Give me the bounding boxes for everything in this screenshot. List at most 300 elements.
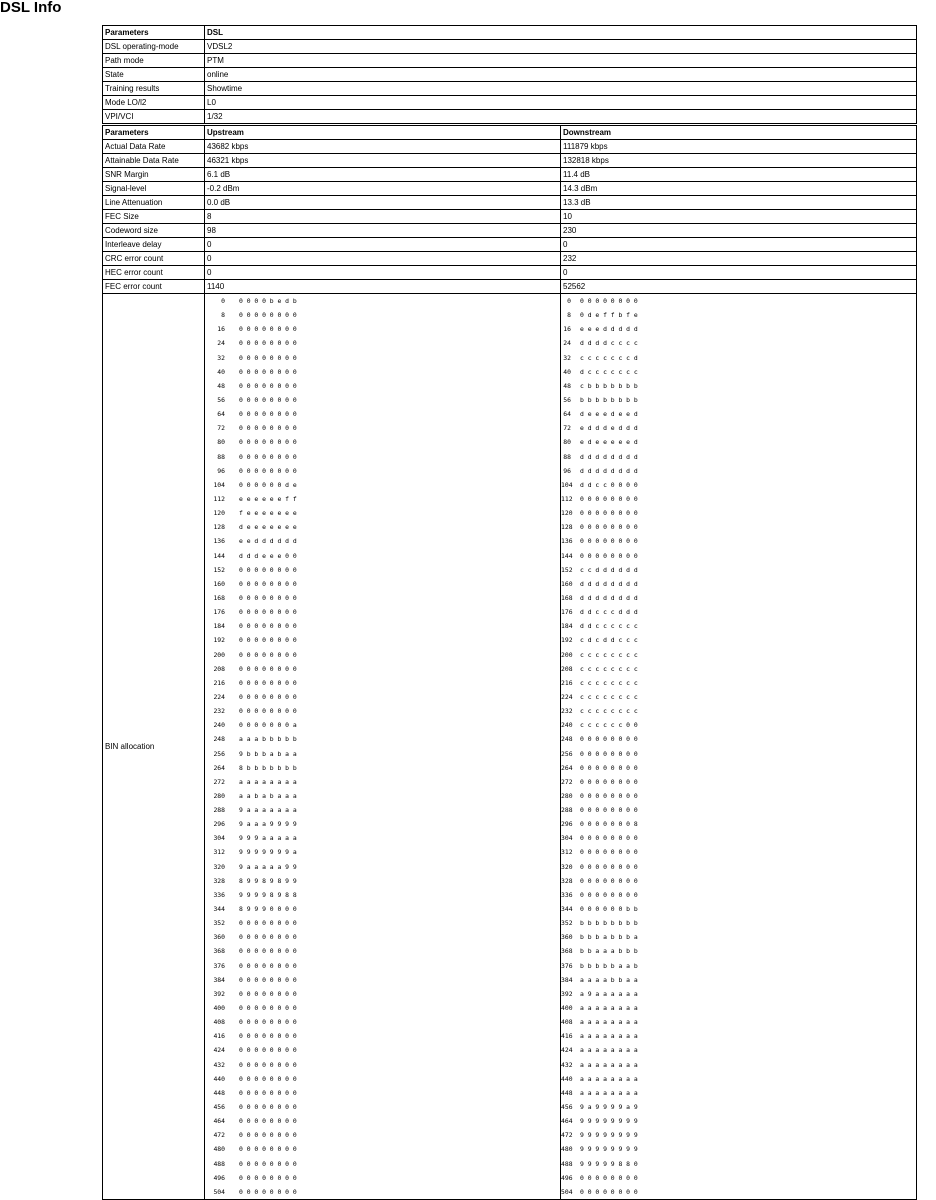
bin-values: c c c c c c c d (580, 353, 638, 362)
bin-values: a a a a a a a a (580, 1088, 638, 1097)
bin-values: 0 0 0 0 0 0 0 0 (580, 806, 638, 815)
table-row (103, 266, 917, 280)
bin-values: 9 9 9 9 9 9 9 9 (580, 1131, 638, 1140)
bin-line (561, 1015, 916, 1029)
upstream-value: 0 (205, 252, 561, 266)
bin-values: 0 0 0 0 0 0 0 0 (239, 678, 297, 687)
table-row (103, 168, 917, 182)
bin-line (561, 1171, 916, 1185)
bin-values: 0 0 0 0 0 0 0 0 (239, 1159, 297, 1168)
bin-index: 408 (561, 1018, 573, 1027)
bin-values: 9 a 9 9 9 9 a 9 (580, 1103, 638, 1112)
bin-line (561, 393, 916, 407)
bin-line (561, 1072, 916, 1086)
bin-values: d d d d d d d d (580, 452, 638, 461)
bin-index: 480 (213, 1145, 225, 1154)
bin-index: 440 (561, 1074, 573, 1083)
bin-line (561, 478, 916, 492)
bin-line (205, 492, 560, 506)
bin-index: 304 (213, 834, 225, 843)
dsl-stats-table (102, 125, 917, 1200)
bin-index: 160 (561, 579, 573, 588)
bin-index: 248 (561, 735, 573, 744)
bin-values: 9 9 9 a a a a a (239, 834, 297, 843)
bin-index: 392 (561, 989, 573, 998)
bin-values: 0 0 0 0 0 0 0 0 (239, 1117, 297, 1126)
bin-index: 224 (561, 692, 573, 701)
bin-index: 432 (561, 1060, 573, 1069)
bin-values: a a a a b b a a (580, 975, 638, 984)
bin-values: 0 0 0 0 0 0 0 0 (239, 565, 297, 574)
bin-index: 24 (217, 339, 225, 348)
param-name: Mode LO/l2 (103, 96, 205, 110)
bin-line (561, 732, 916, 746)
param-value: VDSL2 (205, 40, 917, 54)
table-header-row (103, 26, 917, 40)
bin-line (205, 789, 560, 803)
bin-line (561, 789, 916, 803)
bin-values: 0 0 0 0 0 0 0 0 (239, 424, 297, 433)
bin-index: 368 (213, 947, 225, 956)
bin-values: d e e e d e e d (580, 410, 638, 419)
bin-line (205, 365, 560, 379)
bin-line (561, 605, 916, 619)
bin-line (205, 761, 560, 775)
bin-line (561, 492, 916, 506)
bin-values: d d d d d d d d (580, 593, 638, 602)
bin-values: b b b b b b b b (580, 919, 638, 928)
bin-line (561, 973, 916, 987)
bin-index: 376 (213, 961, 225, 970)
bin-index: 400 (213, 1004, 225, 1013)
bin-values: 0 0 0 0 0 0 0 0 (580, 297, 638, 305)
upstream-value: 46321 kbps (205, 154, 561, 168)
bin-values: 0 0 0 0 0 0 0 0 (239, 1187, 297, 1196)
bin-line (205, 351, 560, 365)
header-dsl: DSL (205, 26, 917, 40)
bin-values: a a b a b a a a (239, 791, 297, 800)
bin-line (561, 930, 916, 944)
bin-index: 488 (561, 1159, 573, 1168)
bin-line (205, 747, 560, 761)
bin-index: 336 (561, 890, 573, 899)
bin-line (561, 662, 916, 676)
bin-line (561, 944, 916, 958)
bin-index: 472 (561, 1131, 573, 1140)
bin-index: 456 (561, 1103, 573, 1112)
bin-line (561, 435, 916, 449)
bin-values: 9 9 9 9 9 9 9 9 (580, 1145, 638, 1154)
bin-values: f e e e e e e e (239, 509, 297, 518)
bin-line (205, 478, 560, 492)
bin-line (561, 803, 916, 817)
param-value: 1/32 (205, 110, 917, 124)
bin-line (205, 1128, 560, 1142)
bin-index: 0 (567, 297, 571, 305)
bin-values: c c c c c c 0 0 (580, 721, 638, 730)
bin-values: a a a a a a a a (580, 1004, 638, 1013)
bin-line (205, 1100, 560, 1114)
bin-line (561, 959, 916, 973)
bin-values: 0 0 0 0 0 0 0 8 (580, 820, 638, 829)
bin-index: 152 (213, 565, 225, 574)
bin-index: 136 (213, 537, 225, 546)
downstream-value: 52562 (561, 280, 917, 294)
bin-values: 0 0 0 0 0 0 0 0 (580, 537, 638, 546)
bin-line (205, 676, 560, 690)
table-header-row (103, 126, 917, 140)
bin-values: d d c c c c c c (580, 622, 638, 631)
bin-values: a a a a a a a a (580, 1046, 638, 1055)
bin-line (205, 506, 560, 520)
bin-values: 0 0 0 0 0 0 0 0 (580, 1187, 638, 1196)
bin-index: 168 (561, 593, 573, 602)
bin-line (561, 775, 916, 789)
bin-index: 360 (561, 933, 573, 942)
param-value: online (205, 68, 917, 82)
bin-values: 0 0 0 0 0 0 0 0 (239, 622, 297, 631)
bin-line (561, 1029, 916, 1043)
bin-index: 24 (563, 339, 571, 348)
table-row (103, 182, 917, 196)
bin-index: 280 (213, 791, 225, 800)
bin-line (205, 1015, 560, 1029)
bin-values: 0 0 0 0 0 0 0 0 (580, 862, 638, 871)
downstream-value: 11.4 dB (561, 168, 917, 182)
bin-line (561, 888, 916, 902)
bin-line (205, 549, 560, 563)
bin-index: 320 (561, 862, 573, 871)
bin-values: 0 0 0 0 0 0 0 0 (239, 1131, 297, 1140)
bin-values: 0 0 0 0 0 0 0 0 (239, 1018, 297, 1027)
bin-index: 208 (213, 664, 225, 673)
bin-values: 0 0 0 0 0 0 0 0 (239, 975, 297, 984)
bin-line (561, 690, 916, 704)
bin-index: 504 (561, 1187, 573, 1196)
bin-line (561, 1058, 916, 1072)
bin-line (205, 888, 560, 902)
bin-line (205, 959, 560, 973)
bin-index: 64 (563, 410, 571, 419)
bin-line (561, 831, 916, 845)
bin-values: 0 0 0 0 0 0 0 0 (239, 1088, 297, 1097)
bin-values: c c c c c c c c (580, 664, 638, 673)
bin-index: 464 (561, 1117, 573, 1126)
upstream-value: 1140 (205, 280, 561, 294)
bin-index: 240 (213, 721, 225, 730)
bin-values: d d d e e e 0 0 (239, 551, 297, 560)
bin-line (205, 1157, 560, 1171)
bin-index: 288 (213, 806, 225, 815)
bin-values: 9 9 9 9 9 9 9 a (239, 848, 297, 857)
param-name: FEC error count (103, 280, 205, 294)
bin-index: 0 (221, 297, 225, 305)
bin-values: 0 0 0 0 0 0 0 0 (239, 989, 297, 998)
bin-line (205, 973, 560, 987)
bin-line (561, 761, 916, 775)
bin-index: 344 (561, 905, 573, 914)
bin-line (561, 1001, 916, 1015)
bin-values: c c c c c c c c (580, 707, 638, 716)
bin-values: 0 0 0 0 0 0 0 0 (239, 650, 297, 659)
bin-values: 9 a a a a a 9 9 (239, 862, 297, 871)
bin-line (561, 817, 916, 831)
bin-index: 72 (217, 424, 225, 433)
bin-values: 0 0 0 0 0 0 0 0 (580, 494, 638, 503)
bin-index: 8 (567, 311, 571, 320)
bin-line (205, 619, 560, 633)
bin-index: 216 (561, 678, 573, 687)
bin-index: 432 (213, 1060, 225, 1069)
bin-values: 0 0 0 0 0 0 0 0 (239, 947, 297, 956)
bin-index: 152 (561, 565, 573, 574)
bin-line (205, 577, 560, 591)
bin-index: 232 (213, 707, 225, 716)
bin-values: c c c c c c c c (580, 650, 638, 659)
bin-values: a a a a a a a a (580, 1074, 638, 1083)
bin-index: 40 (217, 367, 225, 376)
bin-line (205, 308, 560, 322)
bin-values: d d d d c c c c (580, 339, 638, 348)
bin-line (561, 1185, 916, 1199)
bin-line (205, 775, 560, 789)
bin-index: 64 (217, 410, 225, 419)
dsl-info-table (102, 25, 917, 124)
bin-index: 96 (563, 466, 571, 475)
bin-values: 0 0 0 0 0 0 0 0 (239, 919, 297, 928)
bin-values: 0 0 0 0 0 0 0 0 (239, 339, 297, 348)
downstream-value: 0 (561, 266, 917, 280)
header-parameters: Parameters (103, 126, 205, 140)
downstream-value: 13.3 dB (561, 196, 917, 210)
bin-values: d d d d d d d d (580, 466, 638, 475)
bin-index: 312 (213, 848, 225, 857)
bin-index: 424 (213, 1046, 225, 1055)
param-name: HEC error count (103, 266, 205, 280)
bin-line (205, 1142, 560, 1156)
bin-index: 464 (213, 1117, 225, 1126)
bin-line (205, 704, 560, 718)
bin-values: e e e e e e f f (239, 494, 297, 503)
bin-values: 0 0 0 0 0 0 0 0 (239, 933, 297, 942)
bin-index: 112 (561, 494, 573, 503)
bin-line (205, 1185, 560, 1199)
bin-line (561, 916, 916, 930)
upstream-value: 98 (205, 224, 561, 238)
bin-index: 384 (561, 975, 573, 984)
bin-values: 0 0 0 0 0 0 0 0 (239, 410, 297, 419)
table-row (103, 196, 917, 210)
bin-index: 376 (561, 961, 573, 970)
bin-values: 0 0 0 0 0 0 0 0 (239, 395, 297, 404)
table-row (103, 110, 917, 124)
bin-index: 312 (561, 848, 573, 857)
bin-line (205, 1001, 560, 1015)
bin-line (205, 450, 560, 464)
bin-line (205, 718, 560, 732)
bin-index: 448 (561, 1088, 573, 1097)
bin-allocation-label: BIN allocation (103, 294, 205, 1200)
bin-line (205, 860, 560, 874)
bin-index: 480 (561, 1145, 573, 1154)
bin-index: 168 (213, 593, 225, 602)
bin-values: a a a a a a a a (580, 1060, 638, 1069)
bin-line (561, 1128, 916, 1142)
downstream-value: 0 (561, 238, 917, 252)
bin-index: 472 (213, 1131, 225, 1140)
param-name: FEC Size (103, 210, 205, 224)
downstream-value: 132818 kbps (561, 154, 917, 168)
bin-values: 0 0 0 0 0 0 0 0 (239, 664, 297, 673)
bin-values: a 9 a a a a a a (580, 989, 638, 998)
bin-line (205, 831, 560, 845)
bin-index: 120 (561, 509, 573, 518)
param-name: State (103, 68, 205, 82)
bin-values: 0 0 0 0 0 0 0 0 (580, 735, 638, 744)
bin-index: 288 (561, 806, 573, 815)
bin-values: 0 0 0 0 0 0 0 0 (580, 523, 638, 532)
bin-values: 0 0 0 0 0 0 0 0 (239, 1046, 297, 1055)
param-name: Actual Data Rate (103, 140, 205, 154)
header-upstream: Upstream (205, 126, 561, 140)
param-name: Interleave delay (103, 238, 205, 252)
bin-values: 0 0 0 0 0 0 0 0 (239, 636, 297, 645)
bin-values: 0 0 0 0 0 0 0 0 (580, 749, 638, 758)
bin-index: 144 (213, 551, 225, 560)
bin-line (561, 379, 916, 393)
bin-values: 8 b b b b b b b (239, 763, 297, 772)
bin-line (561, 450, 916, 464)
bin-index: 176 (561, 608, 573, 617)
bin-values: b b b b b a a b (580, 961, 638, 970)
bin-index: 48 (563, 381, 571, 390)
bin-line (205, 534, 560, 548)
bin-index: 232 (561, 707, 573, 716)
bin-index: 320 (213, 862, 225, 871)
bin-line (561, 874, 916, 888)
bin-index: 416 (561, 1032, 573, 1041)
bin-index: 184 (561, 622, 573, 631)
bin-values: c b b b b b b b (580, 381, 638, 390)
bin-line (205, 1072, 560, 1086)
param-value: PTM (205, 54, 917, 68)
bin-values: 0 0 0 0 b e d b (239, 297, 297, 305)
bin-index: 88 (563, 452, 571, 461)
bin-values: 0 0 0 0 0 0 0 0 (580, 551, 638, 560)
bin-index: 400 (561, 1004, 573, 1013)
bin-line (561, 1100, 916, 1114)
bin-line (561, 549, 916, 563)
bin-line (205, 605, 560, 619)
bin-values: 0 0 0 0 0 0 0 0 (239, 367, 297, 376)
bin-values: 0 0 0 0 0 0 0 0 (239, 1004, 297, 1013)
bin-values: d e e e e e e e (239, 523, 297, 532)
bin-line (561, 464, 916, 478)
table-row (103, 140, 917, 154)
bin-values: b b b b b b b b (580, 395, 638, 404)
bin-line (205, 322, 560, 336)
bin-allocation-upstream (205, 294, 561, 1200)
bin-line (561, 351, 916, 365)
bin-line (561, 860, 916, 874)
bin-index: 104 (561, 480, 573, 489)
table-row (103, 96, 917, 110)
bin-values: d d c c c d d d (580, 608, 638, 617)
bin-line (205, 690, 560, 704)
bin-index: 416 (213, 1032, 225, 1041)
bin-values: 0 0 0 0 0 0 0 0 (239, 452, 297, 461)
bin-values: 8 9 9 9 0 0 0 0 (239, 905, 297, 914)
bin-index: 296 (561, 820, 573, 829)
bin-line (205, 874, 560, 888)
bin-line (205, 393, 560, 407)
bin-line (561, 619, 916, 633)
bin-values: 0 0 0 0 0 0 0 a (239, 721, 297, 730)
bin-line (561, 506, 916, 520)
bin-values: 0 0 0 0 0 0 0 0 (580, 834, 638, 843)
bin-index: 328 (561, 876, 573, 885)
bin-values: 0 0 0 0 0 0 0 0 (239, 1173, 297, 1182)
bin-index: 336 (213, 890, 225, 899)
bin-values: 0 0 0 0 0 0 b b (580, 905, 638, 914)
bin-values: 0 0 0 0 0 0 0 0 (239, 961, 297, 970)
bin-values: 0 0 0 0 0 0 0 0 (239, 1103, 297, 1112)
downstream-value: 232 (561, 252, 917, 266)
bin-line (205, 520, 560, 534)
bin-values: a a a a a a a a (580, 1018, 638, 1027)
bin-line (205, 1114, 560, 1128)
bin-line (205, 421, 560, 435)
bin-allocation-downstream (561, 294, 917, 1200)
param-name: DSL operating-mode (103, 40, 205, 54)
bin-values: 0 0 0 0 0 0 0 0 (239, 1060, 297, 1069)
bin-values: 0 0 0 0 0 0 0 0 (239, 466, 297, 475)
bin-index: 8 (221, 311, 225, 320)
bin-line (561, 845, 916, 859)
bin-line (561, 563, 916, 577)
param-name: Codeword size (103, 224, 205, 238)
table-row (103, 252, 917, 266)
bin-line (205, 379, 560, 393)
bin-index: 216 (213, 678, 225, 687)
downstream-value: 111879 kbps (561, 140, 917, 154)
table-row (103, 82, 917, 96)
param-name: Line Attenuation (103, 196, 205, 210)
bin-line (561, 902, 916, 916)
bin-values: 9 9 9 9 9 8 8 0 (580, 1159, 638, 1168)
bin-line (205, 1058, 560, 1072)
bin-index: 360 (213, 933, 225, 942)
bin-line (561, 987, 916, 1001)
bin-values: 0 0 0 0 0 0 0 0 (239, 593, 297, 602)
bin-values: c c d d d d d d (580, 565, 638, 574)
bin-index: 256 (213, 749, 225, 758)
bin-index: 488 (213, 1159, 225, 1168)
bin-index: 248 (213, 735, 225, 744)
bin-line (561, 294, 916, 308)
bin-values: 9 a a a 9 9 9 9 (239, 820, 297, 829)
bin-values: d d d d d d d d (580, 579, 638, 588)
bin-line (205, 944, 560, 958)
bin-index: 352 (213, 919, 225, 928)
bin-line (205, 591, 560, 605)
bin-index: 440 (213, 1074, 225, 1083)
bin-values: 0 0 0 0 0 0 0 0 (580, 509, 638, 518)
bin-values: 9 9 9 9 9 9 9 9 (580, 1117, 638, 1126)
bin-values: a a a a a a a a (580, 1032, 638, 1041)
bin-index: 256 (561, 749, 573, 758)
bin-values: e e e d d d d d (580, 325, 638, 334)
